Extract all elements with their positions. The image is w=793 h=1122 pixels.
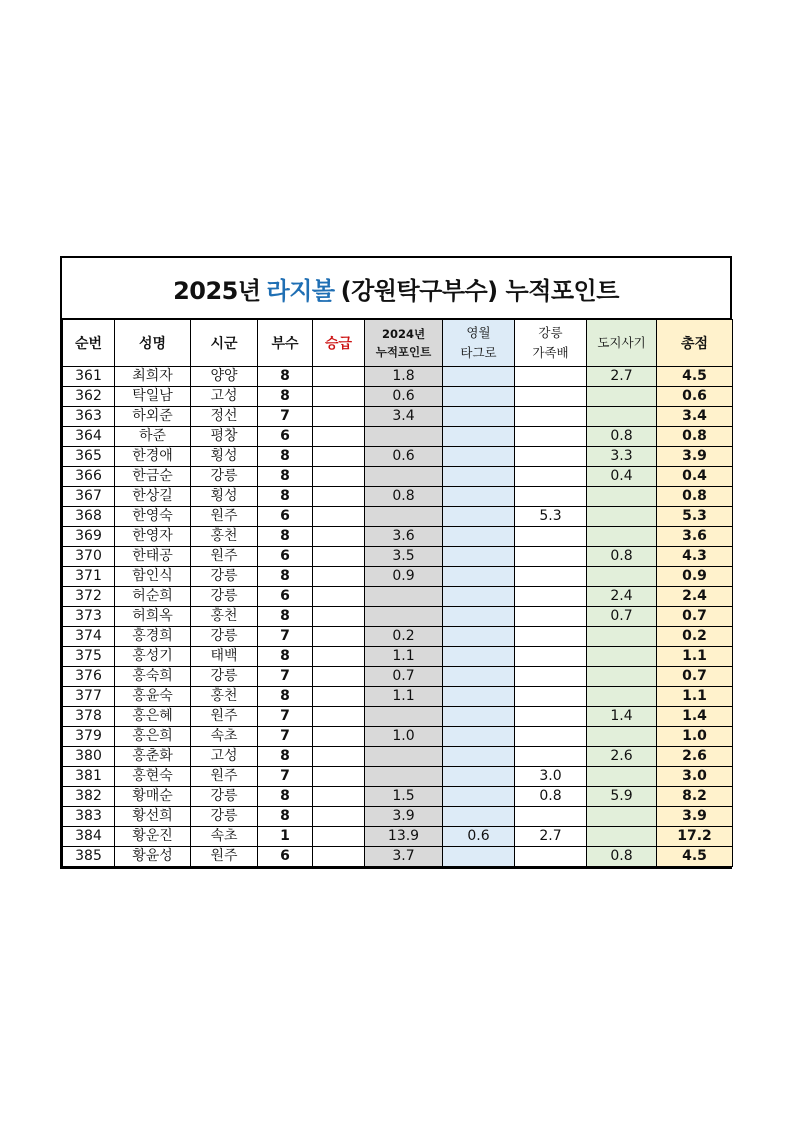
cell-city: 원주 [191, 767, 258, 787]
table-row [63, 807, 733, 827]
cell-dojisagi [587, 647, 657, 667]
cell-promo [313, 547, 365, 567]
header-2024-points [365, 320, 443, 367]
table-row [63, 687, 733, 707]
cell-grade: 8 [258, 567, 313, 587]
cell-dojisagi: 2.6 [587, 747, 657, 767]
cell-total: 1.1 [657, 647, 733, 667]
cell-yeongwol [443, 747, 515, 767]
cell-gangneung: 2.7 [515, 827, 587, 847]
cell-grade: 8 [258, 807, 313, 827]
cell-2024-points [365, 747, 443, 767]
cell-name: 한금순 [115, 467, 191, 487]
cell-total: 0.7 [657, 607, 733, 627]
cell-2024-points [365, 467, 443, 487]
cell-gangneung [515, 547, 587, 567]
cell-gangneung [515, 387, 587, 407]
sheet-title [62, 258, 730, 319]
cell-total: 3.9 [657, 807, 733, 827]
cell-yeongwol [443, 367, 515, 387]
cell-name: 황운진 [115, 827, 191, 847]
cell-city: 홍천 [191, 607, 258, 627]
cell-yeongwol [443, 587, 515, 607]
cell-name: 허순희 [115, 587, 191, 607]
cell-total: 3.6 [657, 527, 733, 547]
cell-total: 2.6 [657, 747, 733, 767]
cell-city: 속초 [191, 727, 258, 747]
cell-no: 361 [63, 367, 115, 387]
cell-gangneung [515, 367, 587, 387]
cell-2024-points [365, 607, 443, 627]
cell-city: 횡성 [191, 487, 258, 507]
cell-total: 1.1 [657, 687, 733, 707]
cell-city: 횡성 [191, 447, 258, 467]
cell-dojisagi: 0.4 [587, 467, 657, 487]
cell-promo [313, 407, 365, 427]
cell-dojisagi [587, 507, 657, 527]
cell-promo [313, 847, 365, 867]
cell-promo [313, 667, 365, 687]
cell-total: 0.6 [657, 387, 733, 407]
cell-no: 379 [63, 727, 115, 747]
cell-name: 하외준 [115, 407, 191, 427]
cell-2024-points: 1.1 [365, 647, 443, 667]
cell-grade: 8 [258, 687, 313, 707]
cell-dojisagi [587, 687, 657, 707]
cell-promo [313, 567, 365, 587]
table-row [63, 647, 733, 667]
table-row [63, 607, 733, 627]
cell-2024-points: 3.7 [365, 847, 443, 867]
cell-no: 363 [63, 407, 115, 427]
table-body [63, 367, 733, 867]
cell-grade: 7 [258, 627, 313, 647]
cell-dojisagi: 0.8 [587, 427, 657, 447]
cell-2024-points: 0.6 [365, 447, 443, 467]
header-gangneung [515, 320, 587, 367]
cell-promo [313, 767, 365, 787]
cell-yeongwol [443, 487, 515, 507]
cell-gangneung: 0.8 [515, 787, 587, 807]
cell-dojisagi [587, 807, 657, 827]
cell-grade: 8 [258, 387, 313, 407]
cell-no: 370 [63, 547, 115, 567]
cell-gangneung [515, 567, 587, 587]
header-dojisagi: 도지사기 [587, 320, 657, 367]
cell-2024-points: 3.9 [365, 807, 443, 827]
cell-no: 373 [63, 607, 115, 627]
cell-no: 378 [63, 707, 115, 727]
header-yeongwol-line2: 타그로 [460, 345, 497, 360]
cell-gangneung: 5.3 [515, 507, 587, 527]
cell-2024-points [365, 767, 443, 787]
cell-name: 한태공 [115, 547, 191, 567]
cell-gangneung [515, 587, 587, 607]
cell-name: 탁일남 [115, 387, 191, 407]
cell-city: 강릉 [191, 587, 258, 607]
table-row [63, 787, 733, 807]
cell-yeongwol [443, 527, 515, 547]
cell-yeongwol [443, 547, 515, 567]
cell-name: 함인식 [115, 567, 191, 587]
cell-city: 홍천 [191, 687, 258, 707]
cell-name: 하준 [115, 427, 191, 447]
table-row [63, 387, 733, 407]
table-row [63, 367, 733, 387]
table-row [63, 567, 733, 587]
cell-gangneung [515, 847, 587, 867]
cell-grade: 6 [258, 547, 313, 567]
cell-no: 383 [63, 807, 115, 827]
table-row [63, 507, 733, 527]
cell-promo [313, 827, 365, 847]
cell-grade: 8 [258, 367, 313, 387]
cell-dojisagi [587, 407, 657, 427]
cell-dojisagi [587, 487, 657, 507]
cell-dojisagi [587, 527, 657, 547]
cell-total: 0.9 [657, 567, 733, 587]
cell-name: 홍숙희 [115, 667, 191, 687]
cell-yeongwol [443, 567, 515, 587]
cell-grade: 6 [258, 587, 313, 607]
cell-city: 평창 [191, 427, 258, 447]
cell-2024-points: 3.4 [365, 407, 443, 427]
cell-promo [313, 707, 365, 727]
cell-yeongwol [443, 727, 515, 747]
cell-2024-points: 0.2 [365, 627, 443, 647]
cell-no: 365 [63, 447, 115, 467]
cell-yeongwol [443, 767, 515, 787]
cell-no: 372 [63, 587, 115, 607]
cell-yeongwol [443, 787, 515, 807]
cell-grade: 8 [258, 787, 313, 807]
header-row [63, 320, 733, 367]
cell-city: 정선 [191, 407, 258, 427]
cell-gangneung [515, 427, 587, 447]
cell-total: 4.5 [657, 847, 733, 867]
cell-name: 홍현숙 [115, 767, 191, 787]
table-row [63, 727, 733, 747]
cell-dojisagi: 1.4 [587, 707, 657, 727]
cell-no: 382 [63, 787, 115, 807]
cell-promo [313, 367, 365, 387]
cell-yeongwol [443, 447, 515, 467]
header-total: 총점 [657, 320, 733, 367]
cell-name: 황윤성 [115, 847, 191, 867]
cell-no: 374 [63, 627, 115, 647]
cell-promo [313, 747, 365, 767]
cell-2024-points: 1.0 [365, 727, 443, 747]
cell-promo [313, 527, 365, 547]
cell-yeongwol [443, 407, 515, 427]
cell-grade: 8 [258, 447, 313, 467]
cell-gangneung [515, 707, 587, 727]
table-row [63, 627, 733, 647]
cell-promo [313, 507, 365, 527]
cell-2024-points [365, 707, 443, 727]
cell-name: 황매순 [115, 787, 191, 807]
cell-gangneung [515, 627, 587, 647]
cell-2024-points: 0.9 [365, 567, 443, 587]
header-yeongwol-line1: 영월 [466, 325, 491, 340]
cell-dojisagi [587, 727, 657, 747]
title-prefix: 2025년 [173, 276, 261, 305]
cell-total: 3.4 [657, 407, 733, 427]
cell-name: 홍경희 [115, 627, 191, 647]
cell-gangneung [515, 447, 587, 467]
cell-grade: 8 [258, 467, 313, 487]
cell-promo [313, 487, 365, 507]
cell-total: 0.8 [657, 487, 733, 507]
cell-dojisagi: 0.8 [587, 547, 657, 567]
cell-city: 강릉 [191, 807, 258, 827]
table-row [63, 847, 733, 867]
cell-2024-points: 0.8 [365, 487, 443, 507]
table-row [63, 447, 733, 467]
points-table [62, 319, 733, 867]
cell-name: 최희자 [115, 367, 191, 387]
cell-yeongwol [443, 707, 515, 727]
cell-city: 강릉 [191, 627, 258, 647]
header-2024-line1: 2024년 [381, 327, 426, 341]
cell-no: 375 [63, 647, 115, 667]
cell-city: 양양 [191, 367, 258, 387]
cell-city: 고성 [191, 387, 258, 407]
header-promo: 승급 [313, 320, 365, 367]
table-row [63, 587, 733, 607]
cell-yeongwol [443, 507, 515, 527]
cell-yeongwol [443, 607, 515, 627]
cell-dojisagi: 2.4 [587, 587, 657, 607]
header-gangneung-line1: 강릉 [538, 325, 563, 340]
table-row [63, 427, 733, 447]
cell-grade: 7 [258, 707, 313, 727]
cell-city: 원주 [191, 847, 258, 867]
cell-name: 한영자 [115, 527, 191, 547]
header-2024-line2: 누적포인트 [375, 345, 432, 359]
cell-promo [313, 447, 365, 467]
cell-name: 홍춘화 [115, 747, 191, 767]
cell-promo [313, 807, 365, 827]
cell-total: 2.4 [657, 587, 733, 607]
cell-grade: 8 [258, 747, 313, 767]
cell-dojisagi: 0.7 [587, 607, 657, 627]
title-suffix: (강원탁구부수) 누적포인트 [340, 276, 619, 305]
table-row [63, 407, 733, 427]
cell-dojisagi [587, 387, 657, 407]
cell-no: 362 [63, 387, 115, 407]
cell-total: 4.5 [657, 367, 733, 387]
cell-promo [313, 467, 365, 487]
cell-gangneung [515, 687, 587, 707]
cell-gangneung [515, 487, 587, 507]
cell-gangneung [515, 807, 587, 827]
cell-gangneung [515, 467, 587, 487]
cell-yeongwol [443, 807, 515, 827]
table-row [63, 547, 733, 567]
cell-name: 홍은혜 [115, 707, 191, 727]
cell-2024-points: 1.5 [365, 787, 443, 807]
title-highlight: 라지볼 [266, 276, 335, 305]
cell-city: 강릉 [191, 667, 258, 687]
cell-2024-points: 13.9 [365, 827, 443, 847]
cell-dojisagi [587, 827, 657, 847]
cell-2024-points: 0.6 [365, 387, 443, 407]
cell-gangneung [515, 527, 587, 547]
cell-no: 364 [63, 427, 115, 447]
cell-yeongwol [443, 387, 515, 407]
cell-name: 황선희 [115, 807, 191, 827]
cell-grade: 7 [258, 767, 313, 787]
cell-gangneung [515, 747, 587, 767]
cell-grade: 7 [258, 407, 313, 427]
cell-grade: 8 [258, 607, 313, 627]
cell-no: 380 [63, 747, 115, 767]
cell-2024-points [365, 427, 443, 447]
cell-city: 속초 [191, 827, 258, 847]
header-no: 순번 [63, 320, 115, 367]
cell-dojisagi [587, 627, 657, 647]
cell-grade: 8 [258, 647, 313, 667]
cell-no: 381 [63, 767, 115, 787]
cell-yeongwol: 0.6 [443, 827, 515, 847]
cell-2024-points: 3.5 [365, 547, 443, 567]
cell-grade: 7 [258, 727, 313, 747]
cell-no: 368 [63, 507, 115, 527]
cell-gangneung [515, 727, 587, 747]
cell-total: 3.9 [657, 447, 733, 467]
cell-yeongwol [443, 687, 515, 707]
cell-2024-points [365, 587, 443, 607]
cell-total: 8.2 [657, 787, 733, 807]
cell-no: 367 [63, 487, 115, 507]
cell-promo [313, 647, 365, 667]
cell-name: 홍윤숙 [115, 687, 191, 707]
cell-grade: 8 [258, 527, 313, 547]
cell-no: 371 [63, 567, 115, 587]
cell-no: 384 [63, 827, 115, 847]
cell-promo [313, 427, 365, 447]
cell-name: 홍은희 [115, 727, 191, 747]
cell-total: 17.2 [657, 827, 733, 847]
cell-no: 376 [63, 667, 115, 687]
cell-gangneung [515, 607, 587, 627]
cell-city: 원주 [191, 547, 258, 567]
cell-yeongwol [443, 847, 515, 867]
cell-total: 1.0 [657, 727, 733, 747]
cell-grade: 6 [258, 847, 313, 867]
cell-2024-points: 3.6 [365, 527, 443, 547]
cell-city: 태백 [191, 647, 258, 667]
cell-promo [313, 607, 365, 627]
cell-promo [313, 687, 365, 707]
cell-name: 허희옥 [115, 607, 191, 627]
table-row [63, 767, 733, 787]
cell-no: 369 [63, 527, 115, 547]
cell-no: 385 [63, 847, 115, 867]
cell-grade: 7 [258, 667, 313, 687]
cell-promo [313, 387, 365, 407]
cell-2024-points: 0.7 [365, 667, 443, 687]
cell-total: 5.3 [657, 507, 733, 527]
cell-promo [313, 727, 365, 747]
cell-promo [313, 627, 365, 647]
cell-city: 고성 [191, 747, 258, 767]
cell-dojisagi: 3.3 [587, 447, 657, 467]
cell-gangneung: 3.0 [515, 767, 587, 787]
points-sheet [60, 256, 732, 869]
cell-name: 한영숙 [115, 507, 191, 527]
table-row [63, 667, 733, 687]
header-gangneung-line2: 가족배 [532, 345, 569, 360]
table-row [63, 707, 733, 727]
cell-dojisagi: 0.8 [587, 847, 657, 867]
cell-total: 1.4 [657, 707, 733, 727]
header-yeongwol [443, 320, 515, 367]
cell-name: 한상길 [115, 487, 191, 507]
cell-promo [313, 787, 365, 807]
cell-grade: 6 [258, 427, 313, 447]
cell-total: 0.4 [657, 467, 733, 487]
cell-yeongwol [443, 647, 515, 667]
header-grade: 부수 [258, 320, 313, 367]
cell-city: 원주 [191, 507, 258, 527]
cell-dojisagi: 5.9 [587, 787, 657, 807]
cell-no: 377 [63, 687, 115, 707]
cell-2024-points [365, 507, 443, 527]
cell-dojisagi [587, 567, 657, 587]
cell-total: 0.8 [657, 427, 733, 447]
cell-yeongwol [443, 427, 515, 447]
cell-total: 3.0 [657, 767, 733, 787]
cell-city: 강릉 [191, 567, 258, 587]
table-row [63, 827, 733, 847]
header-name: 성명 [115, 320, 191, 367]
cell-yeongwol [443, 627, 515, 647]
cell-dojisagi [587, 667, 657, 687]
cell-total: 4.3 [657, 547, 733, 567]
cell-yeongwol [443, 667, 515, 687]
cell-total: 0.7 [657, 667, 733, 687]
cell-grade: 8 [258, 487, 313, 507]
table-row [63, 487, 733, 507]
cell-city: 강릉 [191, 787, 258, 807]
cell-city: 강릉 [191, 467, 258, 487]
cell-dojisagi [587, 767, 657, 787]
cell-city: 원주 [191, 707, 258, 727]
cell-gangneung [515, 407, 587, 427]
cell-yeongwol [443, 467, 515, 487]
cell-dojisagi: 2.7 [587, 367, 657, 387]
cell-2024-points: 1.8 [365, 367, 443, 387]
cell-total: 0.2 [657, 627, 733, 647]
cell-city: 홍천 [191, 527, 258, 547]
cell-gangneung [515, 667, 587, 687]
cell-promo [313, 587, 365, 607]
cell-name: 한경애 [115, 447, 191, 467]
cell-2024-points: 1.1 [365, 687, 443, 707]
table-row [63, 747, 733, 767]
cell-grade: 1 [258, 827, 313, 847]
cell-no: 366 [63, 467, 115, 487]
table-row [63, 527, 733, 547]
cell-gangneung [515, 647, 587, 667]
table-row [63, 467, 733, 487]
cell-grade: 6 [258, 507, 313, 527]
header-city: 시군 [191, 320, 258, 367]
cell-name: 홍성기 [115, 647, 191, 667]
